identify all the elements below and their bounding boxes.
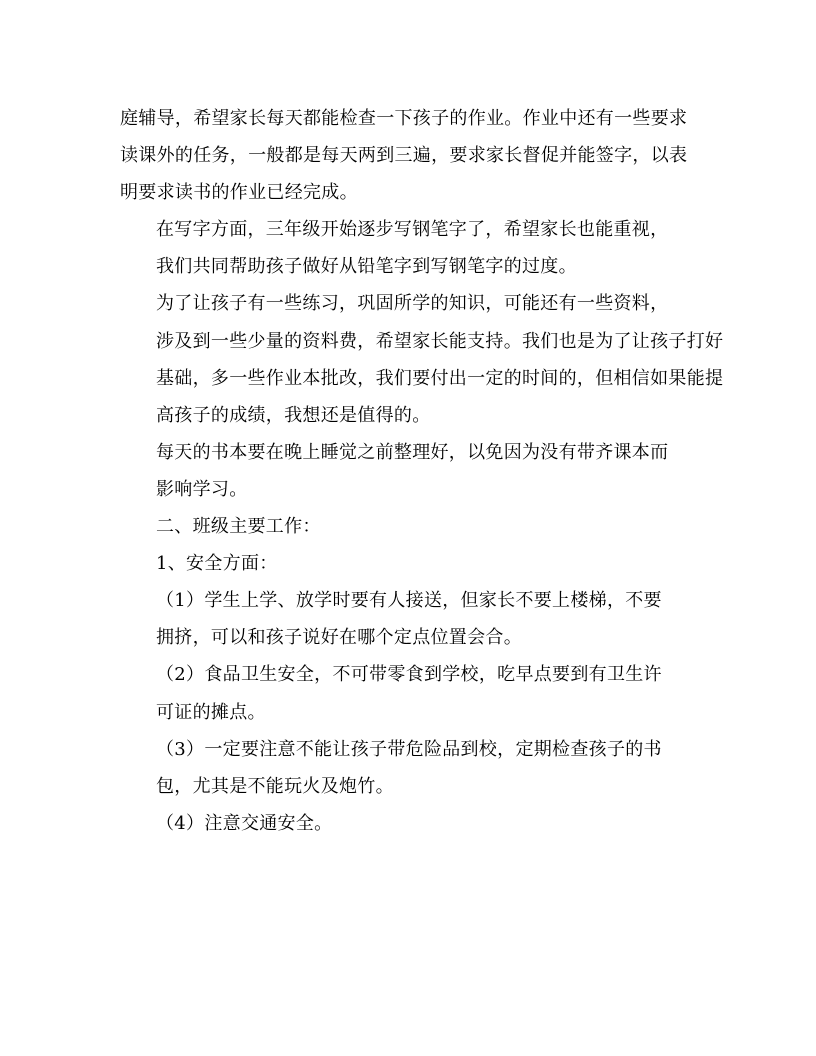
paragraph-line: （4）注意交通安全。 bbox=[156, 812, 333, 834]
document-paragraph bbox=[120, 211, 698, 285]
document-paragraph bbox=[120, 656, 698, 730]
paragraph-line: 二、班级主要工作： bbox=[156, 516, 321, 538]
document-paragraph bbox=[120, 805, 698, 842]
paragraph-line: 1、安全方面： bbox=[156, 553, 278, 575]
paragraph-line: 影响学习。 bbox=[156, 478, 248, 500]
paragraph-line: 可证的摊点。 bbox=[156, 701, 266, 723]
paragraph-line: （3）一定要注意不能让孩子带危险品到校，定期检查孩子的书 bbox=[156, 738, 662, 760]
document-paragraph bbox=[120, 582, 698, 656]
paragraph-line: 每天的书本要在晚上睡觉之前整理好，以免因为没有带齐课本而 bbox=[156, 441, 669, 463]
paragraph-line: 在写字方面，三年级开始逐步写钢笔字了，希望家长也能重视， bbox=[156, 219, 669, 241]
paragraph-line: 拥挤，可以和孩子说好在哪个定点位置会合。 bbox=[156, 627, 522, 649]
paragraph-line: 包，尤其是不能玩火及炮竹。 bbox=[156, 775, 394, 797]
paragraph-line: 我们共同帮助孩子做好从铅笔字到写钢笔字的过度。 bbox=[156, 256, 577, 278]
paragraph-line: （1）学生上学、放学时要有人接送，但家长不要上楼梯，不要 bbox=[156, 590, 662, 612]
paragraph-line: 读课外的任务，一般都是每天两到三遍，要求家长督促并能签字，以表 bbox=[120, 145, 688, 167]
document-paragraph bbox=[120, 285, 724, 433]
paragraph-line: 涉及到一些少量的资料费，希望家长能支持。我们也是为了让孩子打好 bbox=[156, 330, 724, 352]
document-body bbox=[120, 100, 724, 842]
paragraph-line: 明要求读书的作业已经完成。 bbox=[120, 182, 358, 204]
paragraph-line: 高孩子的成绩，我想还是值得的。 bbox=[156, 404, 431, 426]
document-paragraph bbox=[120, 508, 698, 545]
paragraph-line: 基础，多一些作业本批改，我们要付出一定的时间的，但相信如果能提 bbox=[156, 367, 724, 389]
document-paragraph bbox=[120, 731, 698, 805]
paragraph-line: （2）食品卫生安全，不可带零食到学校，吃早点要到有卫生许 bbox=[156, 664, 662, 686]
document-paragraph bbox=[120, 434, 698, 508]
paragraph-line: 庭辅导，希望家长每天都能检查一下孩子的作业。作业中还有一些要求 bbox=[120, 108, 688, 129]
paragraph-line: 为了让孩子有一些练习，巩固所学的知识，可能还有一些资料， bbox=[156, 293, 669, 315]
document-paragraph bbox=[120, 100, 698, 211]
document-paragraph bbox=[120, 545, 698, 582]
